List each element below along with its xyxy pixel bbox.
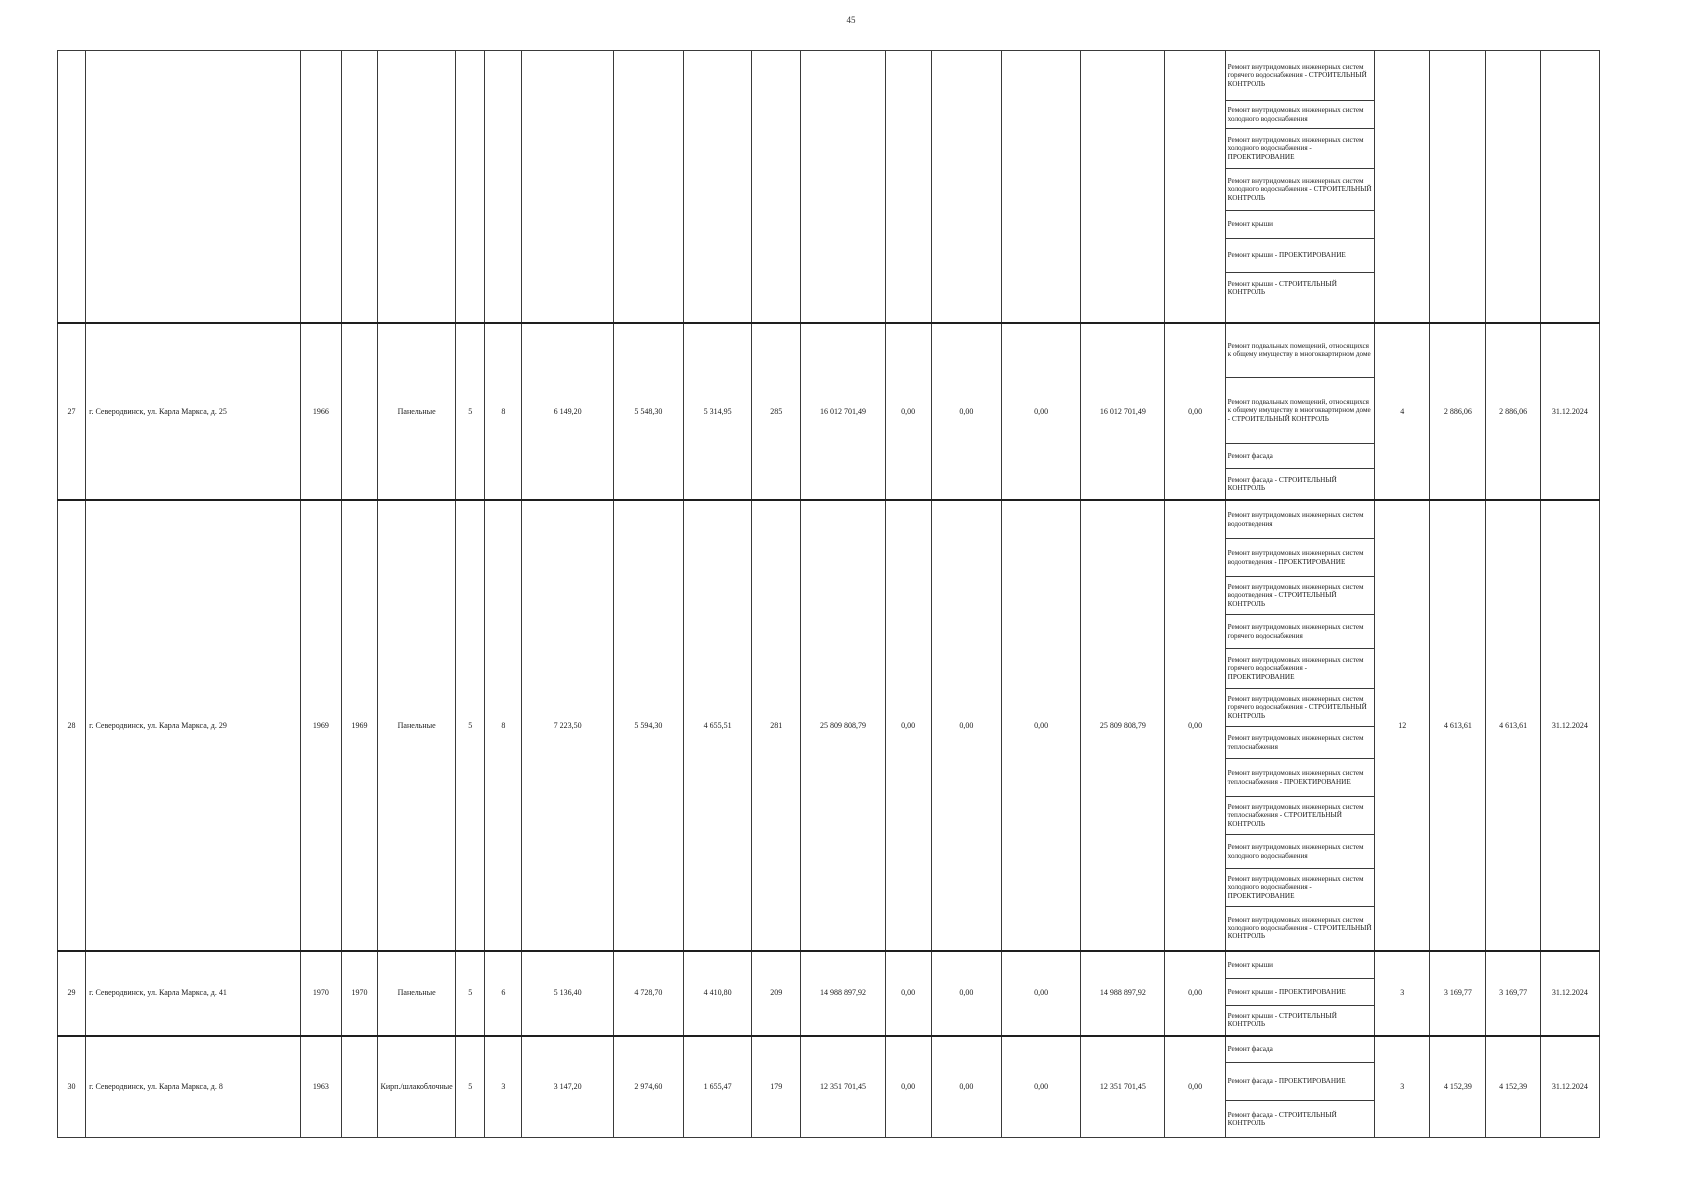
cell-cost-other: 0,00 [1165, 323, 1225, 500]
cell-cost-owners: 16 012 701,49 [1081, 323, 1165, 500]
work-item: Ремонт внутридомовых инженерных систем водоотведения - ПРОЕКТИРОВАНИЕ [1226, 539, 1374, 577]
work-item: Ремонт внутридомовых инженерных систем холодного водоснабжения - ПРОЕКТИРОВАНИЕ [1226, 869, 1374, 907]
cell-area-premises: 5 548,30 [613, 323, 683, 500]
cell-cost-regional: 0,00 [931, 951, 1001, 1036]
cell-year-built: 1966 [300, 323, 341, 500]
cell-deadline: 31.12.2024 [1540, 1036, 1599, 1138]
cell-works-count: 3 [1375, 951, 1430, 1036]
work-item: Ремонт внутридомовых инженерных систем теплоснабжения - СТРОИТЕЛЬНЫЙ КОНТРОЛЬ [1226, 797, 1374, 835]
work-item: Ремонт фасада - СТРОИТЕЛЬНЫЙ КОНТРОЛЬ [1227, 475, 1337, 492]
cell-cost-local: 0,00 [1001, 1036, 1080, 1138]
cell-address: г. Северодвинск, ул. Карла Маркса, д. 29 [86, 500, 301, 951]
work-item: Ремонт крыши [1226, 952, 1374, 979]
cell-cost-local: 0,00 [1001, 500, 1080, 951]
work-item: Ремонт внутридомовых инженерных систем горячего водоснабжения - СТРОИТЕЛЬНЫЙ КОНТРОЛЬ [1226, 51, 1374, 101]
cell-year-built: 1963 [300, 1036, 341, 1138]
cell-wall-material [378, 51, 456, 323]
cell-entrances: 3 [485, 1036, 522, 1138]
work-item: Ремонт внутридомовых инженерных систем холодного водоснабжения - ПРОЕКТИРОВАНИЕ [1226, 129, 1374, 169]
cell-cost-owners [1081, 51, 1165, 323]
work-item: Ремонт фасада - ПРОЕКТИРОВАНИЕ [1226, 1063, 1374, 1101]
work-item: Ремонт внутридомовых инженерных систем горячего водоснабжения [1226, 615, 1374, 649]
work-item: Ремонт внутридомовых инженерных систем холодного водоснабжения - СТРОИТЕЛЬНЫЙ КОНТРОЛЬ [1226, 169, 1374, 211]
cell-cost-federal: 0,00 [885, 951, 931, 1036]
cell-unit-cost-max: 3 169,77 [1486, 951, 1540, 1036]
work-item: Ремонт внутридомовых инженерных систем теплоснабжения - ПРОЕКТИРОВАНИЕ [1226, 759, 1374, 797]
cell-cost-total: 12 351 701,45 [801, 1036, 885, 1138]
cell-cost-regional: 0,00 [931, 500, 1001, 951]
cell-year-reconstructed [341, 1036, 377, 1138]
cell-cost-regional [931, 51, 1001, 323]
cell-total-area: 3 147,20 [522, 1036, 613, 1138]
table-row [58, 323, 1600, 500]
work-item: Ремонт внутридомовых инженерных систем холодного водоснабжения - СТРОИТЕЛЬНЫЙ КОНТРОЛЬ [1227, 915, 1372, 941]
cell-works [1225, 1036, 1374, 1138]
cell-floors: 5 [456, 500, 485, 951]
cell-unit-cost: 4 152,39 [1430, 1036, 1486, 1138]
table-row-continuation [58, 51, 1600, 323]
cell-entrances [485, 51, 522, 323]
work-item: Ремонт фасада [1226, 444, 1374, 469]
cell-area-premises: 4 728,70 [613, 951, 683, 1036]
cell-unit-cost: 4 613,61 [1430, 500, 1486, 951]
cell-cost-owners: 25 809 808,79 [1081, 500, 1165, 951]
cell-address [86, 51, 301, 323]
cell-cost-owners: 14 988 897,92 [1081, 951, 1165, 1036]
work-item: Ремонт крыши - ПРОЕКТИРОВАНИЕ [1226, 239, 1374, 273]
cell-cost-local: 0,00 [1001, 323, 1080, 500]
cell-address: г. Северодвинск, ул. Карла Маркса, д. 41 [86, 951, 301, 1036]
cell-works [1225, 951, 1374, 1036]
cell-wall-material: Панельные [378, 500, 456, 951]
cell-cost-federal: 0,00 [885, 1036, 931, 1138]
cell-unit-cost: 3 169,77 [1430, 951, 1486, 1036]
cell-area-residential [683, 51, 751, 323]
cell-unit-cost-max: 2 886,06 [1486, 323, 1540, 500]
cell-cost-local [1001, 51, 1080, 323]
cell-unit-cost: 2 886,06 [1430, 323, 1486, 500]
work-item: Ремонт подвальных помещений, относящихся к общему имуществу в многоквартирном доме [1226, 324, 1374, 378]
cell-cost-total: 25 809 808,79 [801, 500, 885, 951]
cell-floors: 5 [456, 323, 485, 500]
cell-address: г. Северодвинск, ул. Карла Маркса, д. 25 [86, 323, 301, 500]
cell-num: 30 [58, 1036, 86, 1138]
cell-cost-other [1165, 51, 1225, 323]
cell-unit-cost-max: 4 152,39 [1486, 1036, 1540, 1138]
work-item: Ремонт фасада - СТРОИТЕЛЬНЫЙ КОНТРОЛЬ [1227, 1110, 1337, 1127]
cell-works [1225, 500, 1374, 951]
cell-area-premises: 5 594,30 [613, 500, 683, 951]
work-item: Ремонт фасада [1226, 1037, 1374, 1063]
cell-total-area: 7 223,50 [522, 500, 613, 951]
cell-deadline [1540, 51, 1599, 323]
cell-cost-federal: 0,00 [885, 500, 931, 951]
cell-num: 27 [58, 323, 86, 500]
cell-cost-regional: 0,00 [931, 323, 1001, 500]
cell-area-premises: 2 974,60 [613, 1036, 683, 1138]
cell-num: 28 [58, 500, 86, 951]
cell-works-count: 4 [1375, 323, 1430, 500]
cell-total-area: 6 149,20 [522, 323, 613, 500]
cell-cost-owners: 12 351 701,45 [1081, 1036, 1165, 1138]
cell-cost-local: 0,00 [1001, 951, 1080, 1036]
table-row [58, 1036, 1600, 1138]
cell-year-reconstructed [341, 51, 377, 323]
cell-area-premises [613, 51, 683, 323]
work-item: Ремонт крыши - СТРОИТЕЛЬНЫЙ КОНТРОЛЬ [1227, 1011, 1337, 1029]
capital-repair-table [57, 50, 1600, 1138]
work-item: Ремонт внутридомовых инженерных систем водоотведения - СТРОИТЕЛЬНЫЙ КОНТРОЛЬ [1226, 577, 1374, 615]
cell-residents: 209 [752, 951, 801, 1036]
cell-unit-cost-max: 4 613,61 [1486, 500, 1540, 951]
cell-cost-regional: 0,00 [931, 1036, 1001, 1138]
cell-wall-material: Панельные [378, 951, 456, 1036]
cell-area-residential: 1 655,47 [683, 1036, 751, 1138]
work-item: Ремонт крыши - СТРОИТЕЛЬНЫЙ КОНТРОЛЬ [1227, 279, 1337, 296]
cell-address: г. Северодвинск, ул. Карла Маркса, д. 8 [86, 1036, 301, 1138]
cell-deadline: 31.12.2024 [1540, 951, 1599, 1036]
cell-works-count: 12 [1375, 500, 1430, 951]
cell-works-count [1375, 51, 1430, 323]
cell-cost-total: 16 012 701,49 [801, 323, 885, 500]
cell-wall-material: Панельные [378, 323, 456, 500]
cell-residents [752, 51, 801, 323]
cell-year-built [300, 51, 341, 323]
cell-unit-cost [1430, 51, 1486, 323]
cell-works [1225, 323, 1374, 500]
cell-floors [456, 51, 485, 323]
cell-unit-cost-max [1486, 51, 1540, 323]
cell-deadline: 31.12.2024 [1540, 323, 1599, 500]
cell-works [1225, 51, 1374, 323]
cell-cost-federal [885, 51, 931, 323]
cell-cost-other: 0,00 [1165, 951, 1225, 1036]
cell-cost-other: 0,00 [1165, 1036, 1225, 1138]
cell-year-reconstructed: 1969 [341, 500, 377, 951]
cell-cost-federal: 0,00 [885, 323, 931, 500]
cell-year-built: 1969 [300, 500, 341, 951]
cell-area-residential: 4 655,51 [683, 500, 751, 951]
work-item: Ремонт крыши [1226, 211, 1374, 239]
cell-floors: 5 [456, 1036, 485, 1138]
work-item: Ремонт внутридомовых инженерных систем холодного водоснабжения [1226, 835, 1374, 869]
cell-num [58, 51, 86, 323]
cell-total-area: 5 136,40 [522, 951, 613, 1036]
cell-year-built: 1970 [300, 951, 341, 1036]
cell-year-reconstructed [341, 323, 377, 500]
cell-residents: 285 [752, 323, 801, 500]
cell-cost-total [801, 51, 885, 323]
work-item: Ремонт внутридомовых инженерных систем холодного водоснабжения [1226, 101, 1374, 129]
work-item: Ремонт внутридомовых инженерных систем водоотведения [1226, 501, 1374, 539]
cell-floors: 5 [456, 951, 485, 1036]
work-item: Ремонт внутридомовых инженерных систем теплоснабжения [1226, 727, 1374, 759]
cell-residents: 281 [752, 500, 801, 951]
work-item: Ремонт внутридомовых инженерных систем горячего водоснабжения - ПРОЕКТИРОВАНИЕ [1226, 649, 1374, 689]
cell-deadline: 31.12.2024 [1540, 500, 1599, 951]
cell-area-residential: 4 410,80 [683, 951, 751, 1036]
cell-entrances: 6 [485, 951, 522, 1036]
cell-residents: 179 [752, 1036, 801, 1138]
table-row [58, 500, 1600, 951]
table-row [58, 951, 1600, 1036]
cell-works-count: 3 [1375, 1036, 1430, 1138]
cell-entrances: 8 [485, 323, 522, 500]
cell-num: 29 [58, 951, 86, 1036]
cell-total-area [522, 51, 613, 323]
cell-area-residential: 5 314,95 [683, 323, 751, 500]
cell-cost-other: 0,00 [1165, 500, 1225, 951]
cell-cost-total: 14 988 897,92 [801, 951, 885, 1036]
cell-year-reconstructed: 1970 [341, 951, 377, 1036]
cell-wall-material: Кирп./шлакоблочные [378, 1036, 456, 1138]
cell-entrances: 8 [485, 500, 522, 951]
work-item: Ремонт внутридомовых инженерных систем горячего водоснабжения - СТРОИТЕЛЬНЫЙ КОНТРОЛЬ [1226, 689, 1374, 727]
work-item: Ремонт крыши - ПРОЕКТИРОВАНИЕ [1226, 979, 1374, 1006]
work-item: Ремонт подвальных помещений, относящихся к общему имуществу в многоквартирном доме - СТРОИТЕЛЬНЫЙ КОНТРОЛЬ [1226, 378, 1374, 444]
page-number: 45 [846, 15, 856, 25]
